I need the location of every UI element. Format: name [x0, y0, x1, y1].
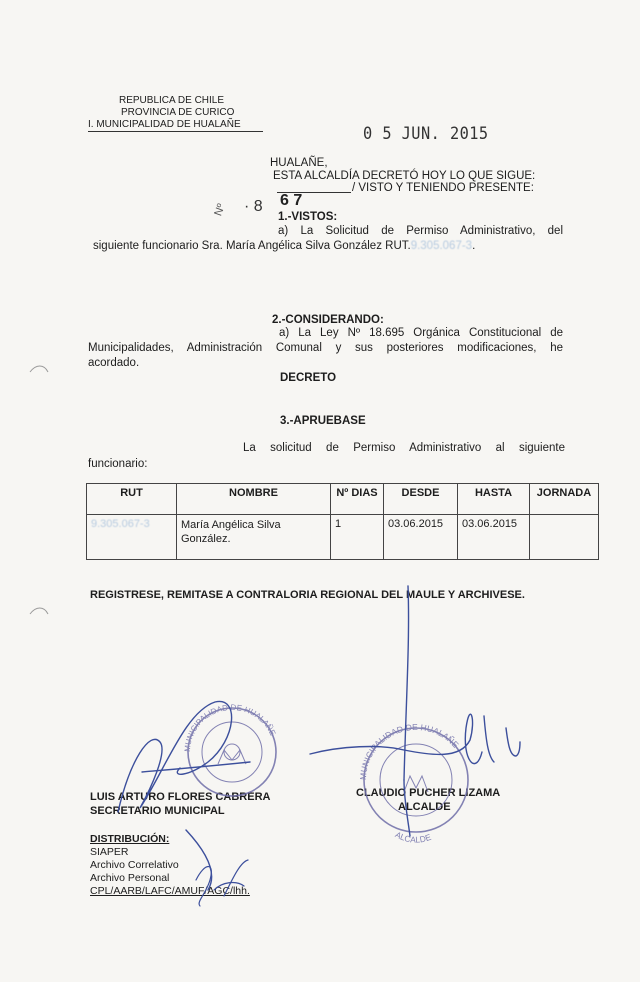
considerando-line2: Municipalidades, Administración Comunal y sus posteriores modificaciones, he: [88, 342, 563, 354]
right-signer-name: CLAUDIO PUCHER LIZAMA: [356, 787, 501, 799]
cell-rut: 9.305.067-3: [87, 515, 177, 560]
right-signer-title: ALCALDE: [398, 801, 451, 813]
vistos-heading: 1.-VISTOS:: [278, 211, 338, 223]
cell-dias: 1: [331, 515, 384, 560]
distribucion-heading: DISTRIBUCIÓN:: [90, 833, 170, 845]
initials-scribble: [196, 860, 248, 906]
header-province: PROVINCIA DE CURICO: [121, 107, 235, 118]
decree-number-dots: · 8: [244, 198, 263, 215]
apruebase-heading: 3.-APRUEBASE: [280, 415, 366, 427]
distribucion-item-siaper: SIAPER: [90, 846, 129, 858]
vistos-line1: a) La Solicitud de Permiso Administrativo, del: [278, 225, 563, 237]
considerando-line1: a) La Ley Nº 18.695 Orgánica Constitucional de: [279, 327, 563, 339]
intro-city: HUALAÑE,: [270, 157, 328, 169]
right-seal-text: MUNICIPALIDAD DE HUALAÑE: [357, 721, 461, 781]
header-republic: REPUBLICA DE CHILE: [119, 95, 225, 106]
right-handwritten-signature: [310, 586, 520, 836]
intro-line2: / VISTO Y TENIENDO PRESENTE:: [352, 182, 534, 194]
distribucion-item-personal: Archivo Personal: [90, 872, 170, 884]
right-seal-stamp: [358, 722, 468, 845]
left-seal-stamp: [183, 703, 277, 796]
hole-punch-marks: [30, 366, 48, 614]
left-signer-name: LUIS ARTURO FLORES CABRERA: [90, 791, 271, 803]
cell-hasta: 03.06.2015: [458, 515, 530, 560]
left-seal-text: MUNICIPALIDAD DE HUALAÑE: [182, 702, 278, 753]
col-header-desde: DESDE: [384, 484, 458, 515]
header-municipality: I. MUNICIPALIDAD DE HUALAÑE: [88, 119, 263, 132]
considerando-heading: 2.-CONSIDERANDO:: [272, 314, 384, 326]
distribucion-item-initials: CPL/AARB/LAFC/AMUF/AGC/lhh.: [90, 885, 250, 897]
right-seal-bottom-text: ALCALDE: [393, 829, 433, 845]
date-stamp: 0 5 JUN. 2015: [363, 124, 489, 144]
col-header-dias: Nº DIAS: [331, 484, 384, 515]
redacted-rut: 9.305.067-3: [410, 240, 473, 252]
decreto-heading: DECRETO: [280, 372, 337, 384]
registrese-line: REGISTRESE, REMITASE A CONTRALORIA REGIONAL DEL MAULE Y ARCHIVESE.: [90, 589, 525, 601]
col-header-nombre: NOMBRE: [177, 484, 331, 515]
col-header-hasta: HASTA: [458, 484, 530, 515]
col-header-jornada: JORNADA: [530, 484, 599, 515]
apruebase-line2: funcionario:: [88, 458, 148, 470]
vistos-funcionario-text: siguiente funcionario Sra. María Angélica Silva González RUT.: [93, 240, 411, 252]
decree-number: 6 7: [280, 192, 303, 209]
vistos-tail: .: [472, 240, 476, 252]
intro-line1: ESTA ALCALDÍA DECRETÓ HOY LO QUE SIGUE:: [273, 170, 536, 182]
decree-number-prefix: Nº: [212, 202, 228, 218]
considerando-line3: acordado.: [88, 357, 140, 369]
cell-nombre: María Angélica Silva González.: [177, 515, 331, 560]
distribucion-item-correlativo: Archivo Correlativo: [90, 859, 179, 871]
left-signer-title: SECRETARIO MUNICIPAL: [90, 805, 225, 817]
cell-desde: 03.06.2015: [384, 515, 458, 560]
col-header-rut: RUT: [87, 484, 177, 515]
apruebase-line1: La solicitud de Permiso Administrativo al siguiente: [243, 442, 565, 454]
